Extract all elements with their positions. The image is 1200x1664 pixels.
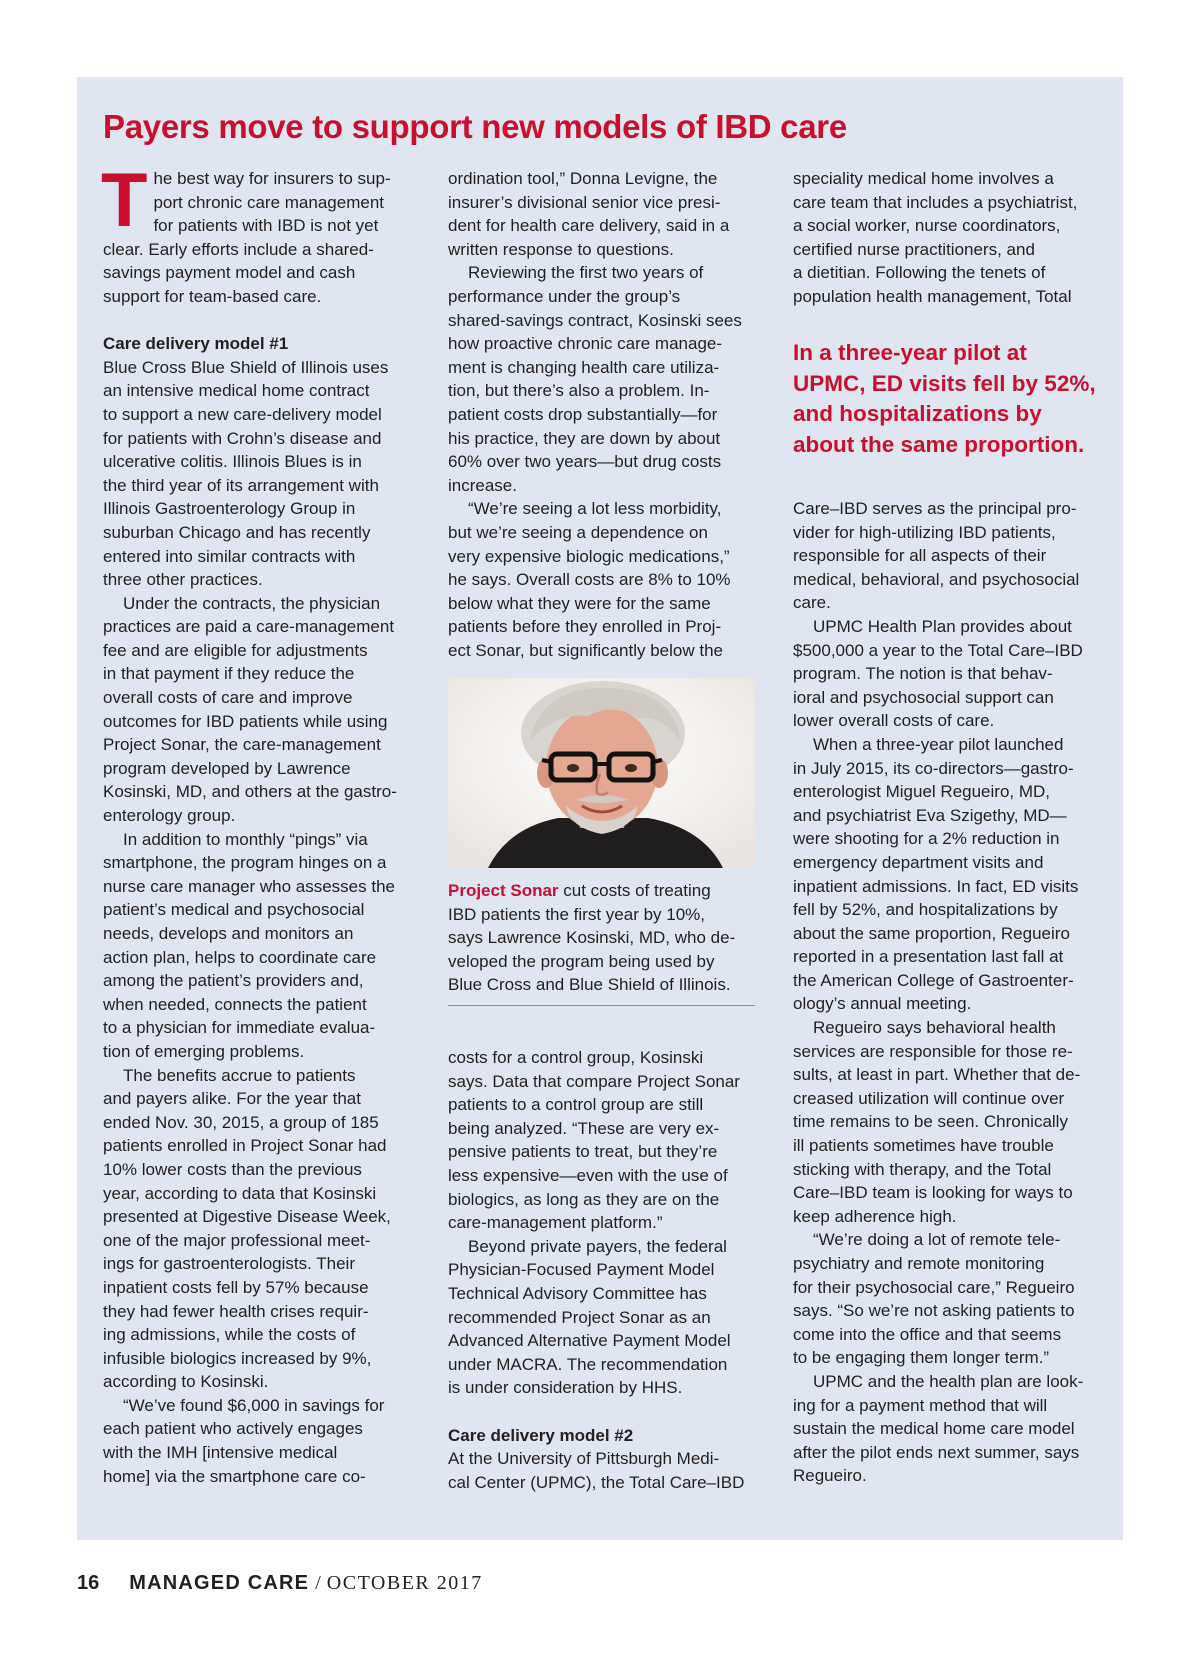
col3-line: to be engaging them longer term.” bbox=[793, 1348, 1050, 1368]
col1-line: one of the major professional meet- bbox=[103, 1230, 371, 1250]
col2-line: patient costs drop substantially—for bbox=[448, 404, 718, 424]
col1-line: when needed, connects the patient bbox=[103, 994, 367, 1014]
col2-line: is under consideration by HHS. bbox=[448, 1378, 683, 1398]
column-3-top bbox=[793, 167, 1107, 309]
col2-line: Beyond private payers, the federal bbox=[468, 1236, 727, 1256]
col1-line: he best way for insurers to sup- bbox=[153, 169, 391, 188]
col1-line: smartphone, the program hinges on a bbox=[103, 853, 387, 873]
col2-line: insurer’s divisional senior vice presi- bbox=[448, 192, 721, 212]
col2-line: pensive patients to treat, but they’re bbox=[448, 1142, 718, 1162]
col2-line: increase. bbox=[448, 475, 517, 495]
col3-line: lower overall costs of care. bbox=[793, 711, 995, 731]
article-headline: Payers move to support new models of IBD care bbox=[103, 108, 847, 145]
col3-line: ing for a payment method that will bbox=[793, 1395, 1048, 1415]
col1-line: entered into similar contracts with bbox=[103, 546, 356, 566]
col3-line: population health management, Total bbox=[793, 286, 1072, 306]
photo-caption bbox=[448, 879, 755, 997]
col3-line: come into the office and that seems bbox=[793, 1324, 1062, 1344]
col2-line: tion, but there’s also a problem. In- bbox=[448, 381, 710, 401]
col1-line: ulcerative colitis. Illinois Blues is in bbox=[103, 452, 362, 472]
col2-line: “We’re seeing a lot less morbidity, bbox=[468, 499, 722, 519]
col2-line: care-management platform.” bbox=[448, 1213, 663, 1233]
folio-separator: / bbox=[315, 1572, 321, 1594]
col3-line: medical, behavioral, and psychosocial bbox=[793, 569, 1080, 589]
caption-line: IBD patients the first year by 10%, bbox=[448, 904, 706, 924]
col1-line: year, according to data that Kosinski bbox=[103, 1183, 377, 1203]
col3-line: sticking with therapy, and the Total bbox=[793, 1159, 1052, 1179]
col1-line: practices are paid a care-management bbox=[103, 617, 395, 637]
col2-line: very expensive biologic medications,” bbox=[448, 546, 730, 566]
col2-line: patients before they enrolled in Proj- bbox=[448, 617, 722, 637]
col2-line: recommended Project Sonar as an bbox=[448, 1307, 711, 1327]
pull-quote bbox=[793, 338, 1113, 460]
col3-line: keep adherence high. bbox=[793, 1206, 957, 1226]
col3-line: ioral and psychosocial support can bbox=[793, 687, 1054, 707]
col3-line: care team that includes a psychiatrist, bbox=[793, 192, 1078, 212]
col2-line: costs for a control group, Kosinski bbox=[448, 1048, 704, 1067]
col3-line: Regueiro. bbox=[793, 1466, 867, 1486]
col2-line: but we’re seeing a dependence on bbox=[448, 522, 708, 542]
col3-line: sustain the medical home care model bbox=[793, 1419, 1075, 1439]
caption-line: says Lawrence Kosinski, MD, who de- bbox=[448, 928, 736, 948]
pull-quote-line: UPMC, ED visits fell by 52%, bbox=[793, 370, 1096, 396]
col2-line: performance under the group’s bbox=[448, 286, 681, 306]
col2-line: ment is changing health care utiliza- bbox=[448, 357, 720, 377]
col1-line: inpatient costs fell by 57% because bbox=[103, 1277, 369, 1297]
col1-line: infusible biologics increased by 9%, bbox=[103, 1348, 372, 1368]
col1-line: The benefits accrue to patients bbox=[123, 1065, 356, 1085]
col1-line: home] via the smartphone care co- bbox=[103, 1466, 366, 1486]
col3-line: Care–IBD serves as the principal pro- bbox=[793, 499, 1077, 518]
col1-line: ing admissions, while the costs of bbox=[103, 1325, 356, 1345]
col1-line: enterology group. bbox=[103, 806, 236, 826]
col1-line: in that payment if they reduce the bbox=[103, 664, 355, 684]
col1-line: port chronic care management bbox=[153, 192, 384, 212]
col3-line: for their psychosocial care,” Regueiro bbox=[793, 1277, 1075, 1297]
col3-line: responsible for all aspects of their bbox=[793, 546, 1047, 566]
col2-line: dent for health care delivery, said in a bbox=[448, 216, 730, 236]
col1-line: to a physician for immediate evalua- bbox=[103, 1018, 376, 1038]
portrait-illustration bbox=[448, 678, 755, 868]
col2-line: says. Data that compare Project Sonar bbox=[448, 1071, 740, 1091]
col2-line: how proactive chronic care manage- bbox=[448, 334, 723, 354]
col1-line: with the IMH [intensive medical bbox=[103, 1443, 338, 1463]
caption-line: veloped the program being used by bbox=[448, 951, 715, 971]
col1-line: patients enrolled in Project Sonar had bbox=[103, 1136, 387, 1156]
caption-line: Blue Cross and Blue Shield of Illinois. bbox=[448, 975, 731, 995]
col1-line: Under the contracts, the physician bbox=[123, 593, 381, 613]
col2-line: Technical Advisory Committee has bbox=[448, 1283, 707, 1303]
caption-first-rest: cut costs of treating bbox=[558, 881, 711, 900]
col1-line: support for team-based care. bbox=[103, 286, 322, 306]
col3-line: emergency department visits and bbox=[793, 852, 1044, 872]
col1-line: fee and are eligible for adjustments bbox=[103, 640, 368, 660]
col1-line: suburban Chicago and has recently bbox=[103, 522, 371, 542]
caption-line bbox=[448, 879, 755, 903]
col1-line: an intensive medical home contract bbox=[103, 381, 370, 401]
col3-line: program. The notion is that behav- bbox=[793, 664, 1053, 684]
col2-line: biologics, as long as they are on the bbox=[448, 1189, 720, 1209]
col1-line: ings for gastroenterologists. Their bbox=[103, 1254, 355, 1274]
col3-line: time remains to be seen. Chronically bbox=[793, 1112, 1068, 1132]
col1-line: savings payment model and cash bbox=[103, 263, 356, 283]
col3-line: about the same proportion, Regueiro bbox=[793, 923, 1070, 943]
col1-line: and payers alike. For the year that bbox=[103, 1089, 361, 1109]
col1-line: tion of emerging problems. bbox=[103, 1041, 305, 1061]
magazine-name: MANAGED CARE bbox=[129, 1572, 310, 1594]
col2-line: ect Sonar, but significantly below the bbox=[448, 640, 723, 660]
col2-line: patients to a control group are still bbox=[448, 1095, 704, 1115]
col1-line: patient’s medical and psychosocial bbox=[103, 900, 365, 920]
col3-line: reported in a presentation last fall at bbox=[793, 947, 1064, 967]
issue-date: OCTOBER 2017 bbox=[326, 1572, 483, 1594]
col1-line: “We’ve found $6,000 in savings for bbox=[123, 1395, 385, 1415]
col3-line: says. “So we’re not asking patients to bbox=[793, 1301, 1075, 1321]
col1-line: Project Sonar, the care-management bbox=[103, 735, 381, 755]
col1-line: presented at Digestive Disease Week, bbox=[103, 1207, 391, 1227]
col1-line: three other practices. bbox=[103, 570, 263, 590]
col1-line: Blue Cross Blue Shield of Illinois uses bbox=[103, 357, 389, 377]
paragraph-gap bbox=[103, 309, 419, 333]
col3-line: “We’re doing a lot of remote tele- bbox=[813, 1230, 1061, 1250]
col3-line: care. bbox=[793, 593, 831, 613]
col3-line: Regueiro says behavioral health bbox=[813, 1018, 1056, 1038]
column-1 bbox=[101, 158, 419, 1488]
col3-line: When a three-year pilot launched bbox=[813, 734, 1064, 754]
col3-line: UPMC and the health plan are look- bbox=[813, 1371, 1084, 1391]
col1-line: the third year of its arrangement with bbox=[103, 475, 379, 495]
col1-line: outcomes for IBD patients while using bbox=[103, 711, 388, 731]
column-2-top bbox=[448, 167, 762, 662]
col3-line: psychiatry and remote monitoring bbox=[793, 1254, 1045, 1273]
col1-line: for patients with Crohn’s disease and bbox=[103, 428, 382, 448]
col3-line: $500,000 a year to the Total Care–IBD bbox=[793, 640, 1083, 660]
col2-line: he says. Overall costs are 8% to 10% bbox=[448, 570, 731, 590]
page-folio bbox=[77, 1572, 483, 1595]
col3-line: a social worker, nurse coordinators, bbox=[793, 216, 1061, 236]
pull-quote-line: and hospitalizations by bbox=[793, 401, 1042, 426]
col2-line: below what they were for the same bbox=[448, 593, 711, 613]
col2-line: Physician-Focused Payment Model bbox=[448, 1260, 715, 1280]
col3-line: and psychiatrist Eva Szigethy, MD— bbox=[793, 805, 1067, 825]
subhead-care-model-1: Care delivery model #1 bbox=[103, 334, 289, 354]
col1-line: 10% lower costs than the previous bbox=[103, 1159, 362, 1179]
col1-line: each patient who actively engages bbox=[103, 1419, 363, 1439]
col3-line: Care–IBD team is looking for ways to bbox=[793, 1183, 1073, 1203]
col1-line: Kosinski, MD, and others at the gastro- bbox=[103, 782, 397, 802]
col2-line: Advanced Alternative Payment Model bbox=[448, 1331, 731, 1351]
col3-line: ill patients sometimes have trouble bbox=[793, 1136, 1054, 1156]
pull-quote-line: In a three-year pilot at bbox=[793, 340, 1027, 365]
drop-cap: T bbox=[101, 158, 148, 243]
portrait-photo bbox=[448, 678, 755, 868]
col1-line: they had fewer health crises requir- bbox=[103, 1301, 369, 1321]
col2-line: Reviewing the first two years of bbox=[468, 263, 704, 283]
pull-quote-line: about the same proportion. bbox=[793, 431, 1085, 457]
page-number: 16 bbox=[77, 1572, 100, 1594]
col2-line: ordination tool,” Donna Levigne, the bbox=[448, 169, 718, 188]
column-3-bottom bbox=[793, 497, 1107, 1488]
col3-line: ology’s annual meeting. bbox=[793, 994, 972, 1014]
col1-line: action plan, helps to coordinate care bbox=[103, 947, 377, 967]
col3-line: a dietitian. Following the tenets of bbox=[793, 263, 1046, 283]
caption-lead: Project Sonar bbox=[448, 881, 559, 900]
col2-line: his practice, they are down by about bbox=[448, 428, 721, 448]
paragraph-gap bbox=[448, 1400, 762, 1424]
col1-line: according to Kosinski. bbox=[103, 1372, 269, 1392]
col2-line: 60% over two years—but drug costs bbox=[448, 452, 722, 472]
col1-line: among the patient’s providers and, bbox=[103, 971, 364, 991]
col2-line: less expensive—even with the use of bbox=[448, 1165, 728, 1185]
col3-line: creased utilization will continue over bbox=[793, 1088, 1065, 1108]
col1-line: program developed by Lawrence bbox=[103, 758, 351, 778]
col2-line: being analyzed. “These are very ex- bbox=[448, 1118, 720, 1138]
subhead-care-model-2: Care delivery model #2 bbox=[448, 1425, 634, 1445]
col3-line: sults, at least in part. Whether that de- bbox=[793, 1065, 1081, 1085]
col3-line: services are responsible for those re- bbox=[793, 1041, 1073, 1061]
col3-line: certified nurse practitioners, and bbox=[793, 239, 1035, 259]
col2-line: cal Center (UPMC), the Total Care–IBD bbox=[448, 1472, 745, 1492]
col1-line: nurse care manager who assesses the bbox=[103, 876, 395, 896]
col1-line: needs, develops and monitors an bbox=[103, 924, 354, 943]
col3-line: speciality medical home involves a bbox=[793, 169, 1054, 188]
col1-line: to support a new care-delivery model bbox=[103, 404, 382, 424]
col3-line: in July 2015, its co-directors—gastro- bbox=[793, 758, 1074, 778]
col2-line: under MACRA. The recommendation bbox=[448, 1354, 728, 1374]
col1-line: Illinois Gastroenterology Group in bbox=[103, 499, 356, 519]
col1-line: In addition to monthly “pings” via bbox=[123, 829, 368, 849]
col2-line: shared-savings contract, Kosinski sees bbox=[448, 310, 742, 330]
col1-line: clear. Early efforts include a shared- bbox=[103, 239, 374, 259]
col3-line: inpatient admissions. In fact, ED visits bbox=[793, 876, 1079, 896]
col1-line: ended Nov. 30, 2015, a group of 185 bbox=[103, 1112, 379, 1132]
caption-divider bbox=[448, 1005, 755, 1006]
col3-line: UPMC Health Plan provides about bbox=[813, 616, 1072, 636]
col1-line: overall costs of care and improve bbox=[103, 688, 353, 708]
col3-line: vider for high-utilizing IBD patients, bbox=[793, 522, 1056, 542]
col1-line: for patients with IBD is not yet bbox=[153, 216, 379, 236]
col2-line: written response to questions. bbox=[448, 239, 674, 259]
col3-line: fell by 52%, and hospitalizations by bbox=[793, 900, 1058, 920]
col3-line: enterologist Miguel Regueiro, MD, bbox=[793, 782, 1051, 802]
col2-line: At the University of Pittsburgh Medi- bbox=[448, 1449, 720, 1469]
col3-line: after the pilot ends next summer, says bbox=[793, 1442, 1080, 1462]
col3-line: the American College of Gastroenter- bbox=[793, 970, 1074, 990]
column-2-bottom bbox=[448, 1046, 762, 1494]
col3-line: were shooting for a 2% reduction in bbox=[793, 829, 1060, 849]
